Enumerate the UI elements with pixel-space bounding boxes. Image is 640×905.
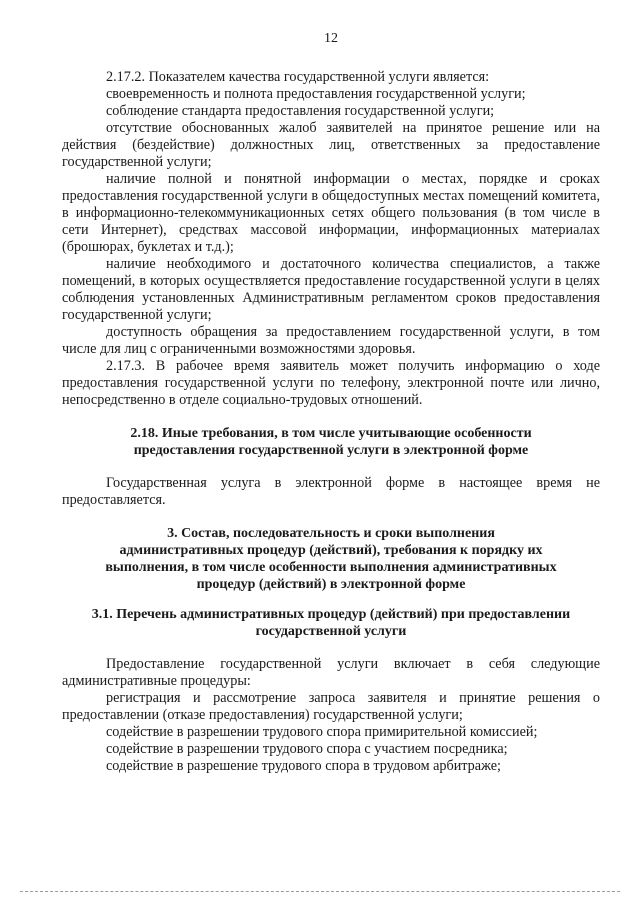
heading-3-1 — [62, 606, 600, 640]
list-item: наличие полной и понятной информации о местах, порядке и сроках предоставления государственной услуги в общедоступных местах помещений комитета, в информационно-телекоммуникационных сетях общего пользования (в том числе в сети Интернет), средствах массовой информации, информационных материалах (брошюрах, буклетах и т.д.); — [62, 171, 600, 255]
heading-line: выполнения, в том числе особенности выполнения административных — [105, 560, 557, 575]
document-page — [62, 30, 600, 775]
page-bottom-divider — [20, 891, 620, 892]
heading-line: предоставления государственной услуги в электронной форме — [133, 443, 529, 458]
list-item: соблюдение стандарта предоставления государственной услуги; — [106, 103, 495, 119]
heading-line: процедур (действий) в электронной форме — [196, 577, 466, 592]
paragraph-2-17-3: 2.17.3. В рабочее время заявитель может получить информацию о ходе предоставления государственной услуги по телефону, электронной почте или лично, непосредственно в отделе социально-трудовых отношений. — [62, 358, 600, 408]
list-item: наличие необходимого и достаточного количества специалистов, а также помещений, в которых осуществляется предоставление государственной услуги в целях соблюдения установленных Административным регламентом сроков предоставления государственной услуги; — [62, 256, 600, 323]
page-number: 12 — [324, 31, 338, 46]
paragraph-2-18-text: Государственная услуга в электронной форме в настоящее время не предоставляется. — [62, 475, 600, 508]
list-item: регистрация и рассмотрение запроса заявителя и принятие решения о предоставлении (отказе предоставления) государственной услуги; — [62, 690, 600, 723]
list-item: доступность обращения за предоставлением государственной услуги, в том числе для лиц с ограниченными возможностями здоровья. — [62, 324, 600, 357]
heading-2-18 — [62, 425, 600, 459]
heading-line: государственной услуги — [255, 624, 407, 639]
list-item: содействие в разрешение трудового спора в трудовом арбитраже; — [106, 758, 501, 774]
heading-3 — [62, 525, 600, 593]
list-item: содействие в разрешении трудового спора с участием посредника; — [106, 741, 508, 757]
heading-line: административных процедур (действий), требования к порядку их — [119, 543, 543, 558]
list-item: отсутствие обоснованных жалоб заявителей на принятое решение или на действия (бездействие) должностных лиц, ответственных за предоставление государственной услуги; — [62, 120, 600, 170]
paragraph-3-1-intro: Предоставление государственной услуги включает в себя следующие административные процедуры: — [62, 656, 600, 689]
paragraph-2-17-2-intro: 2.17.2. Показателем качества государственной услуги является: — [106, 69, 490, 85]
heading-line: 3.1. Перечень административных процедур (действий) при предоставлении — [91, 607, 571, 622]
heading-line: 3. Состав, последовательность и сроки выполнения — [167, 526, 495, 541]
list-item: содействие в разрешении трудового спора примирительной комиссией; — [106, 724, 538, 740]
list-item: своевременность и полнота предоставления государственной услуги; — [106, 86, 526, 102]
heading-line: 2.18. Иные требования, в том числе учитывающие особенности — [130, 426, 532, 441]
